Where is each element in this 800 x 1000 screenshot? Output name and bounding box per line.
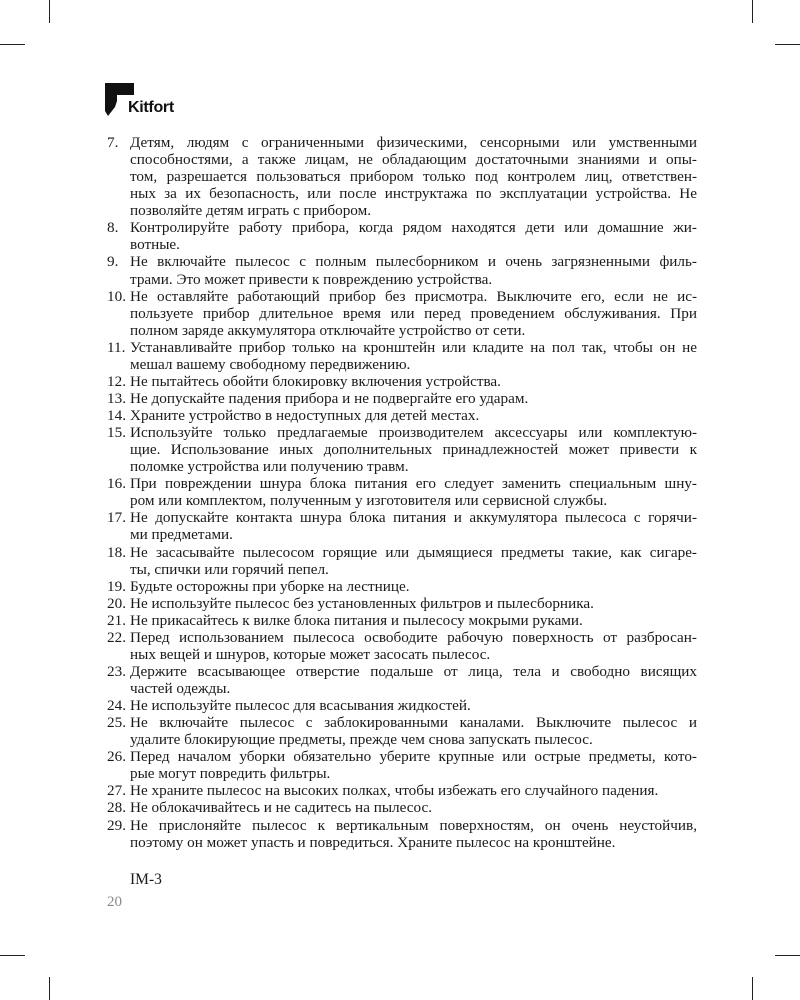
item-number: 14. <box>107 407 126 424</box>
item-number: 7. <box>107 134 119 151</box>
item-number: 8. <box>107 219 119 237</box>
list-item <box>107 697 697 714</box>
item-text-line: поломке устройства или получению травм. <box>130 458 409 476</box>
list-item <box>107 748 697 782</box>
item-number: 24. <box>107 697 126 715</box>
item-text-line: Перед использованием пылесоса освободите рабочую поверхность от разбросан- <box>130 628 697 646</box>
item-number: 10. <box>107 287 126 305</box>
item-text-line: Не допускайте контакта шнура блока питания и аккумулятора пылесоса с горячи- <box>130 509 697 527</box>
item-number: 12. <box>107 372 126 390</box>
item-text-line: ных вещей и шнуров, которые может засосать пылесос. <box>130 645 491 663</box>
item-text-line: мешал вашему свободному передвижению. <box>130 355 411 373</box>
item-text-line: удалите блокирующие предметы, прежде чем снова запускать пылесос. <box>130 731 593 749</box>
safety-instructions-list <box>107 134 697 851</box>
list-item <box>107 612 697 629</box>
item-text-line: полном заряде аккумулятора отключайте устройство от сети. <box>130 321 526 339</box>
item-text-line: Не засасывайте пылесосом горящие или дымящиеся предметы такие, как сигаре- <box>130 543 697 561</box>
item-number: 28. <box>107 799 126 817</box>
item-text-line: Храните устройство в недоступных для детей местах. <box>130 407 480 424</box>
item-text-line: ных за их безопасность, или после инструктажа по эксплуатации устройства. Не <box>130 185 697 203</box>
item-number: 18. <box>107 543 126 561</box>
item-text-line: вотные. <box>130 236 180 254</box>
crop-mark <box>0 955 25 956</box>
item-text-line: пользуете прибор длительное время или перед проведением обслуживания. При <box>130 304 697 322</box>
item-text-line: Не включайте пылесос с полным пылесборником и очень загрязненными филь- <box>130 253 697 271</box>
list-item <box>107 475 697 509</box>
crop-mark <box>775 44 800 45</box>
crop-mark <box>752 0 753 23</box>
item-text-line: Перед началом уборки обязательно уберите крупные или острые предметы, кото- <box>130 748 697 766</box>
brand-logo-text: Kitfort <box>128 99 174 116</box>
item-number: 23. <box>107 662 126 680</box>
item-text-line: поэтому он может упасть и повредиться. Храните пылесос на кронштейне. <box>130 833 616 851</box>
item-text-line: частей одежды. <box>130 680 231 697</box>
item-text-line: Детям, людям с ограниченными физическими, сенсорными или умственными <box>130 134 697 151</box>
list-item <box>107 799 697 816</box>
list-item <box>107 390 697 407</box>
item-number: 25. <box>107 714 126 732</box>
list-item <box>107 595 697 612</box>
list-item <box>107 339 697 373</box>
item-number: 22. <box>107 628 126 646</box>
item-text-line: Контролируйте работу прибора, когда рядом находятся дети или домашние жи- <box>130 219 697 237</box>
item-text-line: Не включайте пылесос с заблокированными каналами. Выключите пылесос и <box>130 714 697 732</box>
item-text-line: Не оставляйте работающий прибор без присмотра. Выключите его, если не ис- <box>130 287 697 305</box>
item-text-line: При повреждении шнура блока питания его следует заменить специальным шну- <box>130 475 697 493</box>
item-text-line: ми предметами. <box>130 526 233 544</box>
list-item <box>107 629 697 663</box>
list-item <box>107 219 697 253</box>
item-text-line: Не храните пылесос на высоких полках, чтобы избежать его случайного падения. <box>130 782 659 800</box>
item-number: 29. <box>107 816 126 834</box>
item-number: 19. <box>107 577 126 595</box>
item-number: 13. <box>107 389 126 407</box>
list-item <box>107 407 697 424</box>
item-text-line: Не используйте пылесос для всасывания жидкостей. <box>130 697 471 715</box>
item-text-line: способностями, а также лицам, не обладающим достаточными знаниями и опы- <box>130 151 697 169</box>
item-number: 11. <box>107 338 126 356</box>
item-number: 17. <box>107 509 126 527</box>
item-text-line: позволяйте детям играть с прибором. <box>130 202 372 220</box>
crop-mark <box>0 44 25 45</box>
item-text-line: щие. Использование иных дополнительных принадлежностей может привести к <box>130 441 697 459</box>
list-item <box>107 578 697 595</box>
list-item <box>107 134 697 219</box>
list-item <box>107 509 697 543</box>
crop-mark <box>49 0 50 23</box>
item-text-line: Не допускайте падения прибора и не подвергайте его ударам. <box>130 389 529 407</box>
page-number: 20 <box>107 894 122 910</box>
list-item <box>107 782 697 799</box>
item-text-line: ром или комплектом, полученным у изготовителя или сервисной службы. <box>130 492 608 510</box>
list-item <box>107 544 697 578</box>
item-number: 27. <box>107 782 126 800</box>
item-text-line: Не прислоняйте пылесос к вертикальным поверхностям, он очень неустойчив, <box>130 816 697 834</box>
model-code: IM-3 <box>130 871 162 888</box>
item-text-line: Будьте осторожны при уборке на лестнице. <box>130 577 410 595</box>
list-item <box>107 714 697 748</box>
item-text-line: рые могут повредить фильтры. <box>130 765 331 783</box>
item-text-line: Не облокачивайтесь и не садитесь на пылесос. <box>130 799 433 817</box>
item-number: 21. <box>107 611 126 629</box>
item-text-line: трами. Это может привести к повреждению устройства. <box>130 270 493 288</box>
item-number: 20. <box>107 594 126 612</box>
item-text-line: Устанавливайте прибор только на кронштейн или кладите на пол так, чтобы он не <box>130 338 697 356</box>
item-number: 15. <box>107 424 126 442</box>
item-number: 26. <box>107 748 126 766</box>
list-item <box>107 288 697 339</box>
item-text-line: Держите всасывающее отверстие подальше от лица, тела и свободно висящих <box>130 662 697 680</box>
list-item <box>107 253 697 287</box>
list-item <box>107 424 697 475</box>
item-text-line: Не пытайтесь обойти блокировку включения устройства. <box>130 372 501 390</box>
crop-mark <box>752 977 753 1000</box>
crop-mark <box>775 955 800 956</box>
item-text-line: том, разрешается пользоваться прибором только под контролем лиц, ответствен- <box>130 168 697 186</box>
item-number: 9. <box>107 253 119 271</box>
item-number: 16. <box>107 475 126 493</box>
item-text-line: ты, спички или горячий пепел. <box>130 560 329 578</box>
crop-mark <box>49 977 50 1000</box>
list-item <box>107 373 697 390</box>
item-text-line: Не прикасайтесь к вилке блока питания и пылесосу мокрыми руками. <box>130 611 583 629</box>
list-item <box>107 817 697 851</box>
item-text-line: Не используйте пылесос без установленных фильтров и пылесборника. <box>130 594 594 612</box>
item-text-line: Используйте только предлагаемые производителем аксессуары или комплектую- <box>130 424 697 442</box>
list-item <box>107 663 697 697</box>
